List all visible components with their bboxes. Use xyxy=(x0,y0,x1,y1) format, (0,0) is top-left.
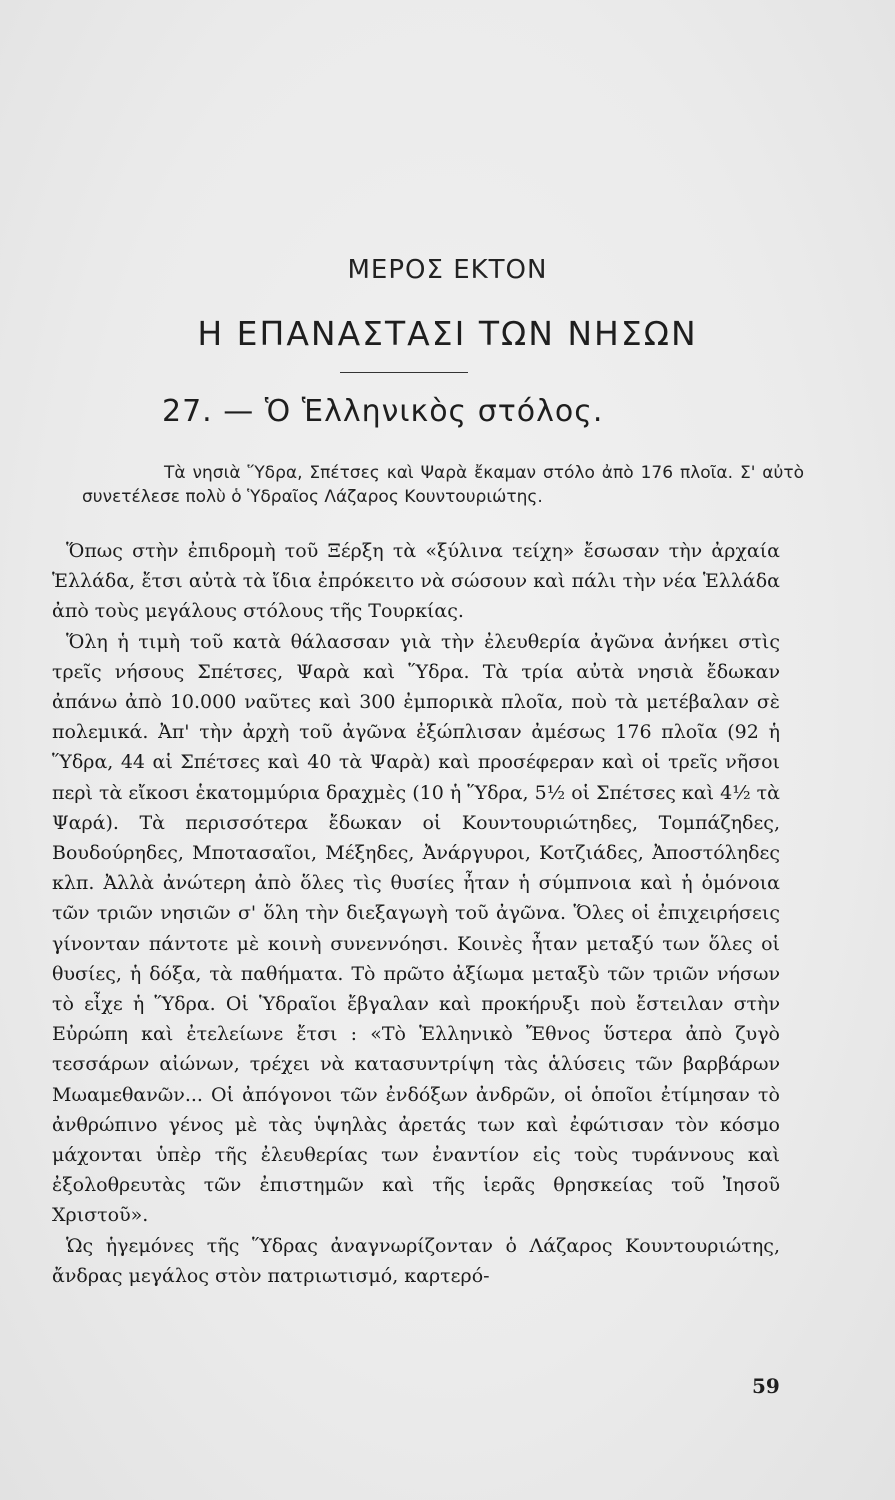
part-label: ΜΕΡΟΣ ΕΚΤΟΝ xyxy=(347,255,548,285)
body-text xyxy=(52,536,780,1291)
title-divider xyxy=(340,372,468,373)
paragraph-1: Ὅπως στὴν ἐπιδρομὴ τοῦ Ξέρξη τὰ «ξύλινα τείχη» ἔσωσαν τὴν ἀρχαία Ἑλλάδα, ἔτσι αὐτὰ τὰ ἴδια ἐπρόκειτο νὰ σώσουν καὶ πάλι τὴν νέα Ἑλλάδα ἀπὸ τοὺς μεγάλους στόλους τῆς Τουρκίας. xyxy=(52,540,780,623)
page-number: 59 xyxy=(752,1374,780,1398)
paragraph-3: Ὡς ἡγεμόνες τῆς Ὕδρας ἀναγνωρίζονταν ὁ Λάζαρος Κουντουριώτης, ἄνδρας μεγάλος στὸν πατριωτισμό, καρτερό- xyxy=(52,1234,780,1287)
chapter-title: 27. — Ὁ Ἑλληνικὸς στόλος. xyxy=(162,394,604,429)
paragraph-2: Ὅλη ἡ τιμὴ τοῦ κατὰ θάλασσαν γιὰ τὴν ἐλευθερία ἀγῶνα ἀνήκει στὶς τρεῖς νήσους Σπέτσες, Ψαρὰ καὶ Ὕδρα. Τὰ τρία αὐτὰ νησιὰ ἔδωκαν ἀπάνω ἀπὸ 10.000 ναῦτες καὶ 300 ἐμπορικὰ πλοῖα, ποὺ τὰ μετέβαλαν σὲ πολεμικά. Ἀπ' τὴν ἀρχὴ τοῦ ἀγῶνα ἐξώπλισαν ἀμέσως 176 πλοῖα (92 ἡ Ὕδρα, 44 αἱ Σπέτσες καὶ 40 τὰ Ψαρὰ) καὶ προσέφεραν καὶ οἱ τρεῖς νῆσοι περὶ τὰ εἴκοσι ἑκατομμύρια δραχμὲς (10 ἡ Ὕδρα, 5½ οἱ Σπέτσες καὶ 4½ τὰ Ψαρά). Τὰ περισσότερα ἔδωκαν οἱ Κουντουριώτηδες, Τομπάζηδες, Βουδούρηδες, Μποτασαῖοι, Μέξηδες, Ἀνάργυροι, Κοτζιάδες, Ἀποστόληδες κλπ. Ἀλλὰ ἀνώτερη ἀπὸ ὅλες τὶς θυσίες ἦταν ἡ σύμπνοια καὶ ἡ ὁμόνοια τῶν τριῶν νησιῶν σ' ὅλη τὴν διεξαγωγὴ τοῦ ἀγῶνα. Ὅλες οἱ ἐπιχειρήσεις γίνονταν πάντοτε μὲ κοινὴ συνεννόησι. Κοινὲς ἦταν μεταξύ των ὅλες οἱ θυσίες, ἡ δόξα, τὰ παθήματα. Τὸ πρῶτο ἀξίωμα μεταξὺ τῶν τριῶν νήσων τὸ εἶχε ἡ Ὕδρα. Οἱ Ὑδραῖοι ἔβγαλαν καὶ προκήρυξι ποὺ ἔστειλαν στὴν Εὐρώπη καὶ ἐτελείωνε ἔτσι : «Τὸ Ἑλληνικὸ Ἔθνος ὕστερα ἀπὸ ζυγὸ τεσσάρων αἰώνων, τρέχει νὰ κατασυντρίψη τὰς ἁλύσεις τῶν βαρβάρων Μωαμεθανῶν... Οἱ ἀπόγονοι τῶν ἐνδόξων ἀνδρῶν, οἱ ὁποῖοι ἐτίμησαν τὸ ἀνθρώπινο γένος μὲ τὰς ὑψηλὰς ἀρετάς των καὶ ἐφώτισαν τὸν κόσμο μάχονται ὑπὲρ τῆς ἐλευθερίας των ἐναντίον εἰς τοὺς τυράννους καὶ ἐξολοθρευτὰς τῶν ἐπιστημῶν καὶ τῆς ἱερᾶς θρησκείας τοῦ Ἰησοῦ Χριστοῦ». xyxy=(52,630,780,1227)
chapter-summary: Τὰ νησιὰ Ὕδρα, Σπέτσες καὶ Ψαρὰ ἔκαμαν στόλο ἀπὸ 176 πλοῖα. Σ' αὐτὸ συνετέλεσε πολὺ ὁ Ὑδραῖος Λάζαρος Κουντουριώτης. xyxy=(82,463,804,507)
part-title: Η ΕΠΑΝΑΣΤΑΣΙ ΤΩΝ ΝΗΣΩΝ xyxy=(197,314,698,353)
